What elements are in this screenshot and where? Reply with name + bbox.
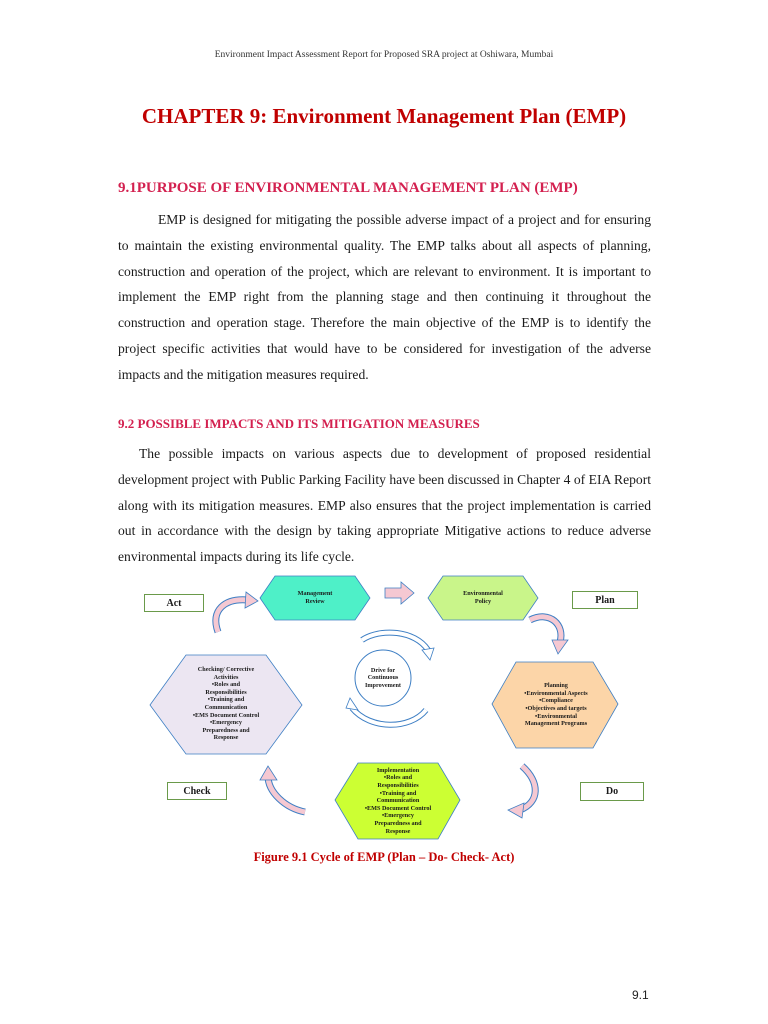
implementation-item: • Training and Communication: [354, 790, 442, 805]
implementation-item: • Emergency Preparedness and Response: [354, 812, 442, 835]
checking-item: • Training and Communication: [176, 696, 276, 711]
planning-title: Planning: [544, 682, 568, 690]
node-management-review: [275, 582, 355, 614]
node-implementation: [354, 766, 442, 836]
planning-item: • Compliance: [508, 697, 604, 705]
label-act: Act: [144, 594, 204, 612]
arrow-plan-curve-fill: [530, 617, 561, 642]
checking-item: • Roles and Responsibilities: [176, 681, 276, 696]
planning-item: • Objectives and targets: [508, 705, 604, 713]
management-review-line-1: Management: [297, 590, 333, 598]
node-checking: [176, 660, 276, 748]
arrow-plan-head: [552, 640, 568, 654]
planning-list: [508, 690, 604, 728]
implementation-title: Implementation: [376, 766, 420, 774]
planning-item: • Environmental Management Programs: [508, 713, 604, 728]
center-line-1: Drive for: [370, 666, 396, 674]
checking-title: Checking/ Corrective Activities: [197, 666, 255, 681]
checking-item: • EMS Document Control: [176, 712, 276, 720]
paragraph-impacts: The possible impacts on various aspects due to development of proposed residential development project with Public Parking Facility have been discussed in Chapter 4 of EIA Report along with its mitigation measures. EMP also ensures that the project implementation is carried out in accordance with the design by taking appropriate Mitigative actions to reduce adverse environmental impacts during its life cycle.: [118, 446, 651, 565]
environmental-policy-line-2: Policy: [474, 598, 492, 605]
implementation-item: • EMS Document Control: [354, 805, 442, 813]
label-plan: Plan: [572, 591, 638, 609]
section-heading-impacts: 9.2 POSSIBLE IMPACTS AND ITS MITIGATION MEASURES: [118, 416, 480, 431]
node-environmental-policy: [443, 582, 523, 614]
checking-list: [176, 681, 276, 742]
arrow-act-head: [245, 592, 258, 608]
arrow-review-to-policy: [385, 582, 414, 604]
center-line-2: Continuous: [367, 674, 399, 682]
implementation-list: [354, 774, 442, 835]
emp-cycle-diagram: [140, 570, 640, 850]
arrow-do-head: [508, 803, 524, 818]
section-heading-purpose: 9.1PURPOSE OF ENVIRONMENTAL MANAGEMENT PLAN (EMP): [118, 180, 578, 196]
arrow-check-head: [260, 766, 277, 780]
node-continuous-improvement: [355, 656, 411, 700]
planning-item: • Environmental Aspects: [508, 690, 604, 698]
implementation-item: • Roles and Responsibilities: [354, 774, 442, 789]
checking-item: • Emergency Preparedness and Response: [176, 719, 276, 742]
page-number: 9.1: [632, 988, 649, 1002]
label-do: Do: [580, 782, 644, 801]
center-arrow-top-head: [422, 648, 434, 660]
center-line-3: Improvement: [365, 681, 401, 689]
management-review-line-2: Review: [305, 598, 325, 605]
arrow-check-curve-fill: [268, 776, 305, 812]
figure-caption: Figure 9.1 Cycle of EMP (Plan – Do- Check- Act): [253, 850, 515, 864]
chapter-title: CHAPTER 9: Environment Management Plan (EMP): [141, 104, 627, 128]
label-check: Check: [167, 782, 227, 800]
paragraph-purpose: EMP is designed for mitigating the possible adverse impact of a project and for ensuring to maintain the existing environmental quality. The EMP talks about all aspects of planning, construction and operation of the project, which are relevant to environment. It is important to implement the EMP right from the planning stage and then continuing it throughout the construction and operation stage. Therefore the main objective of the EMP is to identify the project specific activities that would have to be considered for investigation of the adverse impacts and the mitigation measures required.: [118, 212, 651, 382]
node-planning: [508, 668, 604, 742]
running-header: Environment Impact Assessment Report for Proposed SRA project at Oshiwara, Mumbai: [214, 50, 554, 60]
environmental-policy-line-1: Environmental: [463, 590, 503, 598]
